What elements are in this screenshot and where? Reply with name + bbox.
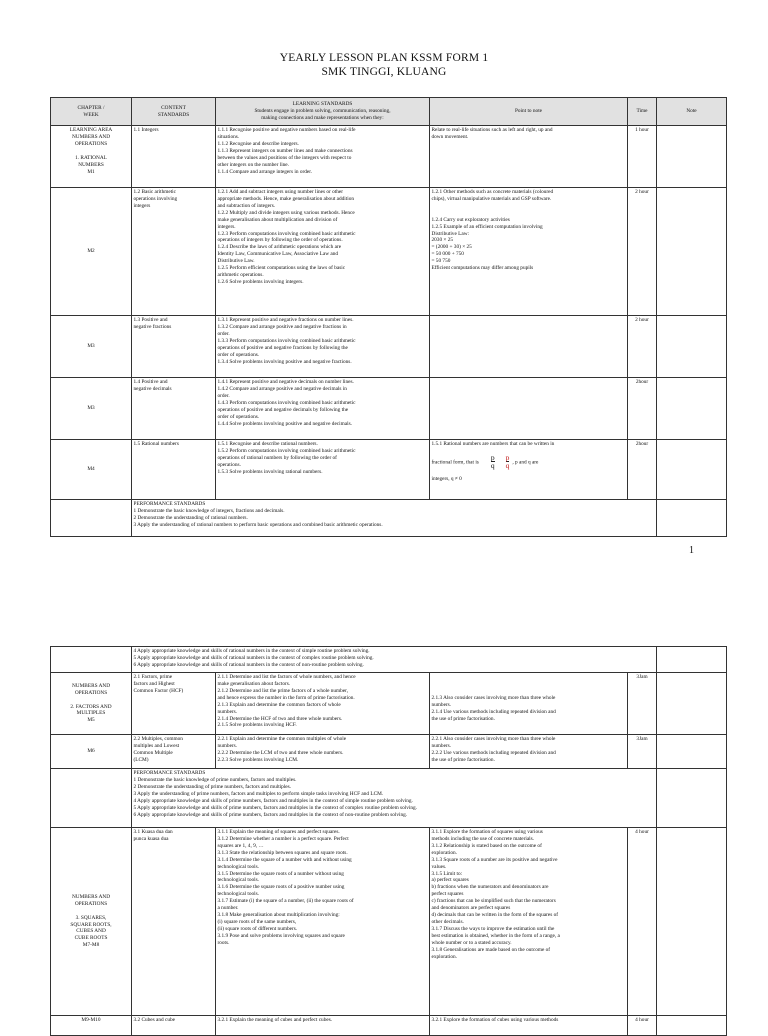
text-line: 3.1.5 Determine the square roots of a number without using xyxy=(217,870,344,877)
text-line: operations. xyxy=(217,461,241,468)
text-line: Identity Law, Communicative Law, Associative Law and xyxy=(217,251,339,258)
content-standard-cell xyxy=(132,378,216,440)
point-to-note-cell xyxy=(430,126,628,188)
text-line: OPERATIONS xyxy=(74,900,108,907)
text-line xyxy=(432,210,626,217)
note-cell xyxy=(657,828,727,1016)
point-to-note-cell xyxy=(430,440,628,500)
note-cell xyxy=(657,673,727,735)
text-line: 2.2.1 Explain and determine the common multiples of whole xyxy=(217,735,347,742)
lesson-row xyxy=(51,440,727,500)
text-line: 3. SQUARES, xyxy=(75,914,107,921)
text-line: 1 Demonstrate the basic knowledge of integers, fractions and decimals. xyxy=(133,507,285,514)
denominator: q xyxy=(505,461,510,471)
time-cell: 2hour xyxy=(628,378,657,440)
header-learning-standards: LEARNING STANDARDS Students engage in problem solving, communication, reasoning, making connections and make representations when they: xyxy=(216,98,430,126)
text-line: 1.2 Basic arithmetic xyxy=(133,188,177,195)
text-line: 1.2.4 Carry out exploratory activities xyxy=(431,216,510,223)
text-line: CUBE ROOTS xyxy=(74,935,108,942)
text-line: and subtraction of integers. xyxy=(217,202,276,209)
note-cell xyxy=(657,769,727,828)
text-line: 1.3.1 Represent positive and negative fractions on number lines. xyxy=(217,316,354,323)
page-number: 1 xyxy=(689,545,694,556)
text-line: numbers. xyxy=(431,742,452,749)
text-line: 1.4 Positive and xyxy=(133,378,168,385)
text-line: 3.1.2 Relationship is stated based on the outcome of xyxy=(431,842,542,849)
text-line: exploration. xyxy=(431,849,457,856)
text-line: 1 Demonstrate the basic knowledge of prime numbers, factors and multiples. xyxy=(133,776,297,783)
text-line: 1.2.3 Perform computations involving combined basic arithmetic xyxy=(217,230,356,237)
text-line: M5 xyxy=(87,717,95,724)
text-line: operations involving xyxy=(133,195,178,202)
text-line: 2 Demonstrate the understanding of rational numbers. xyxy=(133,514,248,521)
header-point-to-note: Point to note xyxy=(430,98,628,126)
time-cell: 3Jam xyxy=(628,673,657,735)
point-to-note-cell xyxy=(430,828,628,1016)
chapter-week-cell xyxy=(51,126,132,188)
chapter-week-cell xyxy=(51,673,132,735)
text-line: 1.2.5 Example of an efficient computation involving xyxy=(431,223,543,230)
text-line: NUMBERS AND xyxy=(71,893,111,900)
text-line: 3 Apply the understanding of prime numbers, factors and multiples to perform simple tasks involving HCF and LCM. xyxy=(133,790,384,797)
text-line: M2 xyxy=(87,248,95,254)
text-line: 3.2.1 Explain the meaning of cubes and perfect cubes. xyxy=(217,1016,333,1023)
text-line: best estimation is obtained, whether in the form of a range, a xyxy=(431,933,560,940)
text-line: other integers on the number line. xyxy=(217,161,289,168)
text-line: CUBES AND xyxy=(76,928,106,935)
text-line: 3.1.5 Limit to: xyxy=(431,870,463,877)
text-line: 6 Apply appropriate knowledge and skills of rational numbers in the context of non-routine problem solving. xyxy=(133,661,364,668)
text-line: exploration. xyxy=(431,954,457,961)
text-line: 3.1.1 Explore the formation of squares using various xyxy=(431,828,543,835)
text-line: SQUARE ROOTS, xyxy=(70,921,112,928)
text-line: OPERATIONS xyxy=(74,689,108,696)
text-line: , p and q are xyxy=(512,459,539,466)
header-chapter-week: CHAPTER / WEEK xyxy=(51,98,132,126)
text-line: 3.1.4 Determine the square of a number with and without using xyxy=(217,856,352,863)
text-line: OPERATIONS xyxy=(74,140,108,147)
text-line: M1 xyxy=(87,168,95,175)
text-line: 1.4.1 Represent positive and negative decimals on number lines. xyxy=(217,378,354,385)
text-line: 1.1.2 Recognise and describe integers. xyxy=(217,140,299,147)
content-standard-cell xyxy=(132,188,216,316)
text-line: roots. xyxy=(217,940,230,947)
header-note: Note xyxy=(657,98,727,126)
time-cell: 2hour xyxy=(628,440,657,500)
fraction-p-over-q xyxy=(491,454,495,471)
text-line: squares are 1, 4, 9, … xyxy=(217,842,264,849)
text-line: appropriate methods. Hence, make generalisation about addition xyxy=(217,195,354,202)
performance-standards-cell xyxy=(132,500,657,537)
text-line: integers xyxy=(133,202,151,209)
text-line: Common Multiple xyxy=(133,749,173,756)
text-line: 2.2 Multiples, common xyxy=(133,735,183,742)
text-line: make generalisation about multiplication and division of xyxy=(217,216,338,223)
text-line: 1.1.4 Compare and arrange integers in order. xyxy=(217,168,313,175)
text-line: = 50 750 xyxy=(431,258,451,265)
text-line: 1.2.6 Solve problems involving integers. xyxy=(217,279,304,286)
lesson-plan-table-page-2 xyxy=(50,646,727,1036)
numerator: p xyxy=(490,452,495,462)
text-line: 1.2.2 Multiply and divide integers using various methods. Hence xyxy=(217,209,355,216)
text-line: operations of positive and negative fractions by following the xyxy=(217,344,348,351)
text-line xyxy=(432,203,626,210)
text-line: operations of positive and negative decimals by following the xyxy=(217,406,349,413)
text-line: Relate to real-life situations such as left and right, up and xyxy=(431,126,553,133)
table-header-row xyxy=(51,98,727,126)
text-line: 1.5.1 Recognise and describe rational numbers. xyxy=(217,440,318,447)
text-line: 3.1 Kuasa dua dan xyxy=(133,828,173,835)
text-line xyxy=(53,148,130,155)
text-line: M3 xyxy=(87,405,95,411)
text-line: PERFORMANCE STANDARDS xyxy=(133,500,206,507)
text-line: 5 Apply appropriate knowledge and skills of rational numbers in the context of complex routine problem solving. xyxy=(133,654,374,661)
text-line: negative fractions xyxy=(133,323,172,330)
time-cell: 4 hour xyxy=(628,1016,657,1036)
content-standard-cell xyxy=(132,440,216,500)
note-cell xyxy=(657,188,727,316)
learning-standards-cell xyxy=(216,316,430,378)
text-line: 1.1.3 Represent integers on number lines and make connections xyxy=(217,147,353,154)
text-line: and hence express the number in the form of prime factorisation. xyxy=(217,694,355,701)
text-line: 2.2.2 Use various methods including repeated division and xyxy=(431,749,556,756)
text-line: 2.1.2 Determine and list the prime factors of a whole number, xyxy=(217,687,349,694)
text-line: Distributive Law: xyxy=(431,230,470,237)
text-line xyxy=(53,908,130,915)
text-line xyxy=(432,688,626,695)
text-line: 3.1.2 Determine whether a number is a perfect square. Perfect xyxy=(217,835,349,842)
point-to-note-cell xyxy=(430,188,628,316)
learning-standards-cell xyxy=(216,735,430,769)
text-line: M9-M10 xyxy=(81,1016,101,1023)
note-cell xyxy=(657,1016,727,1036)
text-line: technological tools. xyxy=(217,877,259,884)
lesson-row xyxy=(51,828,727,1016)
text-line: 3.1.9 Pose and solve problems involving squares and square xyxy=(217,933,345,940)
note-cell xyxy=(657,126,727,188)
text-line: and denominators are perfect squares xyxy=(431,905,511,912)
time-cell: 4 hour xyxy=(628,828,657,1016)
text-line: 1.3.3 Perform computations involving combined basic arithmetic xyxy=(217,337,356,344)
text-line: a) perfect squares xyxy=(431,877,469,884)
point-to-note-cell xyxy=(430,378,628,440)
text-line: 1.4.2 Compare and arrange positive and negative decimals in xyxy=(217,385,347,392)
text-line: numbers. xyxy=(431,701,452,708)
text-line: M7-M8 xyxy=(82,942,100,949)
text-line: 1.1 Integers xyxy=(133,126,159,133)
text-line: (i) square roots of the same numbers, xyxy=(217,919,297,926)
document-title: YEARLY LESSON PLAN KSSM FORM 1 xyxy=(279,52,489,64)
chapter-week-cell xyxy=(51,1016,132,1036)
text-line: (ii) square roots of different numbers. xyxy=(217,926,298,933)
learning-standards-cell xyxy=(216,673,430,735)
text-line: 1.2.4 Describe the laws of arithmetic operations which are xyxy=(217,244,342,251)
text-line: Distributive Law. xyxy=(217,258,255,265)
fraction-line xyxy=(432,454,626,471)
text-line: 3.1.6 Determine the square roots of a positive number using xyxy=(217,884,345,891)
text-line: 1.5 Rational numbers xyxy=(133,440,179,447)
text-line: 3.2.1 Explore the formation of cubes using various methods xyxy=(431,1016,559,1023)
text-line: 2.1.3 Also consider cases involving more than three whole xyxy=(431,694,556,701)
text-line: technological tools. xyxy=(217,863,259,870)
text-line: multiples and Lowest xyxy=(133,742,180,749)
text-line: NUMBERS xyxy=(78,161,104,168)
text-line: NUMBERS AND xyxy=(71,682,111,689)
point-to-note-cell xyxy=(430,1016,628,1036)
text-line: 1.2.1 Other methods such as concrete materials (coloured xyxy=(431,188,554,195)
performance-standards-cell xyxy=(132,769,657,828)
school-name: SMK TINGGI, KLUANG xyxy=(321,66,447,78)
text-line: 3.1.8 Generalisations are made based on the outcome of xyxy=(431,947,551,954)
text-line xyxy=(432,681,626,688)
text-line: 3.1.1 Explain the meaning of squares and perfect squares. xyxy=(217,828,340,835)
text-line: 3.1.3 Square roots of a number are its positive and negative xyxy=(431,856,558,863)
text-line: 1.3.4 Solve problems involving positive and negative fractions. xyxy=(217,358,352,365)
chapter-week-cell xyxy=(51,440,132,500)
text-line: negative decimals xyxy=(133,385,172,392)
text-line: 3.2 Cubes and cube xyxy=(133,1016,175,1023)
text-line: 2. FACTORS AND xyxy=(70,703,112,710)
text-line: NUMBERS AND xyxy=(71,133,111,140)
text-line: make generalisation about factors. xyxy=(217,680,291,687)
text-line: d) decimals that can be written in the form of the squares of xyxy=(431,912,558,919)
text-line: factors and Highest xyxy=(133,680,175,687)
text-line: methods including the use of concrete materials. xyxy=(431,835,535,842)
text-line: the use of prime factorisation. xyxy=(431,715,495,722)
content-standard-cell xyxy=(132,828,216,1016)
text-line: a number. xyxy=(217,905,239,912)
handwritten-fraction xyxy=(506,454,510,471)
text-line: integers, q ≠ 0 xyxy=(431,476,462,483)
text-line: 3.1.7 Estimate (i) the square of a number, (ii) the square roots of xyxy=(217,898,354,905)
time-cell: 1 hour xyxy=(628,126,657,188)
text-line: operations of rational numbers by following the order of xyxy=(217,454,337,461)
text-line: arithmetic operations. xyxy=(217,272,264,279)
text-line: 1.2.1 Add and subtract integers using number lines or other xyxy=(217,188,343,195)
time-cell: 2 hour xyxy=(628,188,657,316)
text-line: 1.4.3 Perform computations involving combined basic arithmetic xyxy=(217,399,356,406)
text-line: punca kuasa dua xyxy=(133,835,169,842)
content-standard-cell xyxy=(132,673,216,735)
text-line: operations of integers by following the order of operations. xyxy=(217,237,343,244)
note-cell xyxy=(657,316,727,378)
content-standard-cell xyxy=(132,1016,216,1036)
text-line: LEARNING AREA xyxy=(69,126,113,133)
text-line: order of operations. xyxy=(217,413,260,420)
chapter-cell xyxy=(51,769,132,828)
learning-standards-cell xyxy=(216,378,430,440)
text-line xyxy=(53,697,130,704)
chapter-week-cell xyxy=(51,828,132,1016)
chapter-week-cell xyxy=(51,378,132,440)
text-line: MULTIPLES xyxy=(76,710,106,717)
text-line: 3.1.3 State the relationship between squares and square roots. xyxy=(217,849,348,856)
text-line: 4 Apply appropriate knowledge and skills of prime numbers, factors and multiples in the context of simple routine problem solving. xyxy=(133,797,413,804)
text-line: M3 xyxy=(87,343,95,349)
text-line: Efficient computations may differ among pupils xyxy=(431,265,534,272)
text-line: 2.1.5 Solve problems involving HCF. xyxy=(217,722,297,729)
lesson-plan-table-page-1 xyxy=(50,97,727,537)
performance-standards-row xyxy=(51,769,727,828)
text-line: 1.5.1 Rational numbers are numbers that can be written in xyxy=(431,440,555,447)
text-line: (LCM) xyxy=(133,756,149,763)
text-line: 1.2.5 Perform efficient computations using the laws of basic xyxy=(217,265,346,272)
point-to-note-cell xyxy=(430,316,628,378)
chapter-cell xyxy=(51,500,132,537)
lesson-row xyxy=(51,316,727,378)
lesson-row xyxy=(51,188,727,316)
text-line: 3.1.8 Make generalisation about multiplication involving: xyxy=(217,912,340,919)
text-line: PERFORMANCE STANDARDS xyxy=(133,769,206,776)
content-standard-cell xyxy=(132,316,216,378)
learning-standards-cell xyxy=(216,1016,430,1036)
text-line: chips), virtual manipulative materials and GSP software. xyxy=(431,195,552,202)
content-standard-cell xyxy=(132,126,216,188)
point-to-note-cell xyxy=(430,673,628,735)
performance-standards-cell xyxy=(132,647,657,673)
text-line: 4 Apply appropriate knowledge and skills of rational numbers in the context of simple routine problem solving. xyxy=(133,647,370,654)
note-cell xyxy=(657,500,727,537)
lesson-row xyxy=(51,673,727,735)
text-line: 2.1.4 Determine the HCF of two and three whole numbers. xyxy=(217,715,343,722)
text-line: 1. RATIONAL xyxy=(75,154,107,161)
text-line: 1.3 Positive and xyxy=(133,316,168,323)
text-line: technological tools. xyxy=(217,891,259,898)
text-line: 1.3.2 Compare and arrange positive and negative fractions in xyxy=(217,323,347,330)
lesson-row xyxy=(51,126,727,188)
text-line: c) fractions that can be simplified such that the numerators xyxy=(431,898,556,905)
text-line: integers. xyxy=(217,223,236,230)
text-line: situations. xyxy=(217,133,240,140)
text-line: the use of prime factorisation. xyxy=(431,756,495,763)
learning-standards-cell xyxy=(216,188,430,316)
lesson-row xyxy=(51,735,727,769)
note-cell xyxy=(657,378,727,440)
header-content-standards: CONTENT STANDARDS xyxy=(132,98,216,126)
text-line: b) fractions when the numerators and denominators are xyxy=(431,884,549,891)
text-line: order of operations. xyxy=(217,351,260,358)
chapter-week-cell xyxy=(51,735,132,769)
text-line: 1.4.4 Solve problems involving positive and negative decimals. xyxy=(217,420,352,427)
text-line: fractional form, that is xyxy=(431,459,479,466)
text-line: down movement. xyxy=(431,133,469,140)
text-line: 2030 × 25 xyxy=(431,237,454,244)
chapter-cell xyxy=(51,647,132,673)
text-line: 2.1.1 Determine and list the factors of whole numbers, and hence xyxy=(217,673,356,680)
text-line: 2.2.1 Also consider cases involving more than three whole xyxy=(431,735,556,742)
denominator: q xyxy=(490,461,495,471)
lesson-row xyxy=(51,1016,727,1036)
text-line: M4 xyxy=(87,466,95,472)
note-cell xyxy=(657,647,727,673)
text-line: whole number or to a stated accuracy. xyxy=(431,940,512,947)
time-cell: 3Jam xyxy=(628,735,657,769)
content-standard-cell xyxy=(132,735,216,769)
text-line: = (2000 + 30) × 25 xyxy=(431,244,472,251)
performance-standards-row xyxy=(51,647,727,673)
text-line: between the values and positions of the integers with respect to xyxy=(217,154,352,161)
text-line: Common Factor (HCF) xyxy=(133,687,184,694)
text-line: 2.1.3 Explain and determine the common factors of whole xyxy=(217,701,341,708)
lesson-row xyxy=(51,378,727,440)
text-line: numbers. xyxy=(217,708,238,715)
text-line: 6 Apply appropriate knowledge and skills of prime numbers, factors and multiples in the context of non-routine problem solving. xyxy=(133,811,408,818)
text-line: = 50 000 + 750 xyxy=(431,251,464,258)
text-line: order. xyxy=(217,392,230,399)
text-line: 2.1 Factors, prime xyxy=(133,673,173,680)
text-line: 2 Demonstrate the understanding of prime numbers, factors and multiples. xyxy=(133,783,292,790)
header-time: Time xyxy=(628,98,657,126)
note-cell xyxy=(657,440,727,500)
learning-standards-cell xyxy=(216,126,430,188)
text-line: M6 xyxy=(87,748,95,754)
text-line: perfect squares xyxy=(431,891,464,898)
text-line: 1.5.2 Perform computations involving combined basic arithmetic xyxy=(217,447,356,454)
note-cell xyxy=(657,735,727,769)
text-line: 3 Apply the understanding of rational numbers to perform basic operations and combined basic arithmetic operations. xyxy=(133,521,383,528)
learning-standards-cell xyxy=(216,828,430,1016)
chapter-week-cell xyxy=(51,188,132,316)
text-line: 2.2.3 Solve problems involving LCM. xyxy=(217,756,299,763)
text-line: 5 Apply appropriate knowledge and skills of prime numbers, factors and multiples in the context of complex routine problem solving. xyxy=(133,804,417,811)
text-line xyxy=(432,674,626,681)
time-cell: 2 hour xyxy=(628,316,657,378)
text-line: 1.5.3 Solve problems involving rational numbers. xyxy=(217,468,323,475)
text-line: 2.2.2 Determine the LCM of two and three whole numbers. xyxy=(217,749,344,756)
text-line: 2.1.4 Use various methods including repeated division and xyxy=(431,708,556,715)
text-line: order. xyxy=(217,330,230,337)
text-line: numbers. xyxy=(217,742,238,749)
text-line: 3.1.7 Discuss the ways to improve the estimation until the xyxy=(431,926,555,933)
point-to-note-cell xyxy=(430,735,628,769)
text-line: other decimals. xyxy=(431,919,464,926)
text-line: values. xyxy=(431,863,447,870)
numerator: p xyxy=(505,452,510,462)
learning-standards-cell xyxy=(216,440,430,500)
chapter-week-cell xyxy=(51,316,132,378)
text-line: 1.1.1 Recognise positive and negative numbers based on real-life xyxy=(217,126,356,133)
performance-standards-row xyxy=(51,500,727,537)
